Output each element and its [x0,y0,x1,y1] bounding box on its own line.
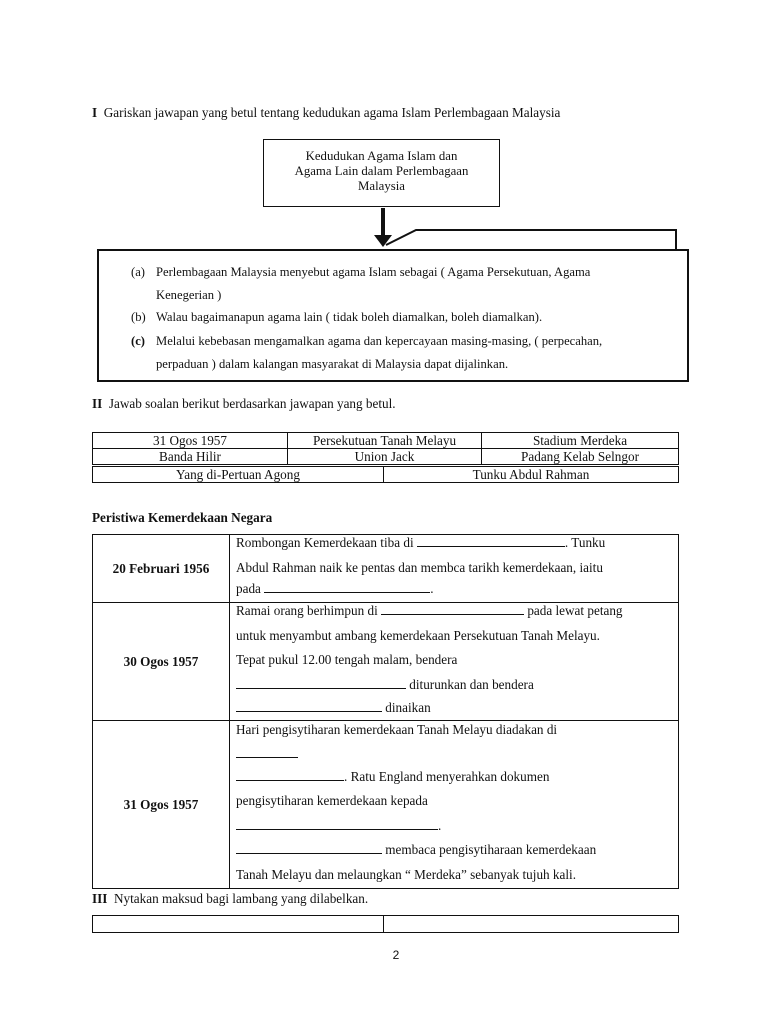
event-line: Tanah Melayu dan melaungkan “ Merdeka” sebanyak tujuh kali. [236,866,576,882]
event-line: untuk menyambut ambang kemerdekaan Persekutuan Tanah Melayu. [236,627,600,643]
event-description [230,603,679,721]
event-line: pada . [236,581,434,596]
section-1-instruction: Gariskan jawapan yang betul tentang kedudukan agama Islam Perlembagaan Malaysia [103,105,561,120]
section-3-heading [92,891,368,907]
symbol-table [92,915,679,933]
item-b-label: (b) [131,310,146,324]
answer-box [97,249,689,382]
event-line: membaca pengisytiharaan kemerdekaan [230,838,678,863]
answer-bank-cell: Padang Kelab Selngor [482,449,679,465]
event-line: Ramai orang berhimpun di pada lewat petang [236,603,623,618]
answer-bank-row [93,433,679,449]
answer-bank-cell: Tunku Abdul Rahman [384,467,679,483]
event-row [93,535,679,603]
topic-title-line-3: Malaysia [358,179,405,193]
section-1-numeral: I [92,105,98,120]
event-date: 30 Ogos 1957 [93,603,230,721]
answer-blank[interactable] [264,580,430,593]
event-line: diturunkan dan bendera [230,673,678,698]
section-2-numeral: II [92,396,103,411]
answer-blank[interactable] [381,602,524,615]
section-2-instruction: Jawab soalan berikut berdasarkan jawapan yang betul. [108,396,396,411]
symbol-table-row [93,916,679,933]
item-c-line-2: perpaduan ) dalam kalangan masyarakat di Malaysia dapat dijalinkan. [156,357,509,371]
event-line: Rombongan Kemerdekaan tiba di . Tunku [236,535,606,550]
answer-bank-row [93,467,679,483]
events-table [92,534,679,889]
event-date: 31 Ogos 1957 [93,721,230,889]
answer-blank[interactable] [236,676,406,689]
answer-bank-cell: Stadium Merdeka [482,433,679,449]
answer-blank[interactable] [417,534,565,547]
answer-blank[interactable] [236,817,438,830]
answer-bank-cell: Union Jack [288,449,482,465]
page-number: 2 [392,948,400,962]
topic-title-line-1: Kedudukan Agama Islam dan [305,149,458,163]
item-b-line-1: Walau bagaimanapun agama lain ( tidak boleh diamalkan, boleh diamalkan). [156,310,543,324]
event-line [230,743,678,765]
event-description [230,535,679,603]
item-c-label: (c) [131,334,145,348]
answer-bank-table-last-row [92,466,679,483]
section-2-heading [92,396,396,412]
event-line: Tepat pukul 12.00 tengah malam, bendera [236,652,458,667]
item-a-label: (a) [131,265,145,279]
answer-blank[interactable] [236,841,382,854]
event-row [93,721,679,889]
answer-bank-row [93,449,679,465]
item-a-line-1: Perlembagaan Malaysia menyebut agama Islam sebagai ( Agama Persekutuan, Agama [156,265,591,279]
topic-title-line-2: Agama Lain dalam Perlembagaan [294,164,469,178]
section-3-numeral: III [92,891,108,906]
item-c-line-1: Melalui kebebasan mengamalkan agama dan kepercayaan masing-masing, ( perpecahan, [156,334,603,348]
answer-bank-cell: Persekutuan Tanah Melayu [288,433,482,449]
section-3-instruction: Nytakan maksud bagi lambang yang dilabelkan. [114,891,369,906]
answer-bank-table [92,432,679,465]
answer-bank-cell: 31 Ogos 1957 [93,433,288,449]
answer-bank-cell: Banda Hilir [93,449,288,465]
event-line: . [230,814,678,839]
symbol-table-cell [384,916,679,933]
event-row [93,603,679,721]
events-heading: Peristiwa Kemerdekaan Negara [92,510,273,525]
answer-blank[interactable] [236,699,382,712]
event-line: Abdul Rahman naik ke pentas dan membca tarikh kemerdekaan, iaitu [236,559,603,575]
connector-arrow [0,0,768,260]
answer-blank[interactable] [236,768,344,781]
event-line: dinaikan [230,697,678,719]
item-a-line-2: Kenegerian ) [156,288,222,302]
event-line: Hari pengisytiharan kemerdekaan Tanah Melayu diadakan di [236,722,558,737]
answer-blank[interactable] [236,745,298,758]
event-line: . Ratu England menyerahkan dokumen [230,765,678,790]
symbol-table-cell [93,916,384,933]
event-date: 20 Februari 1956 [93,535,230,603]
answer-bank-cell: Yang di-Pertuan Agong [93,467,384,483]
event-description [230,721,679,889]
event-line: pengisytiharan kemerdekaan kepada [236,793,428,808]
